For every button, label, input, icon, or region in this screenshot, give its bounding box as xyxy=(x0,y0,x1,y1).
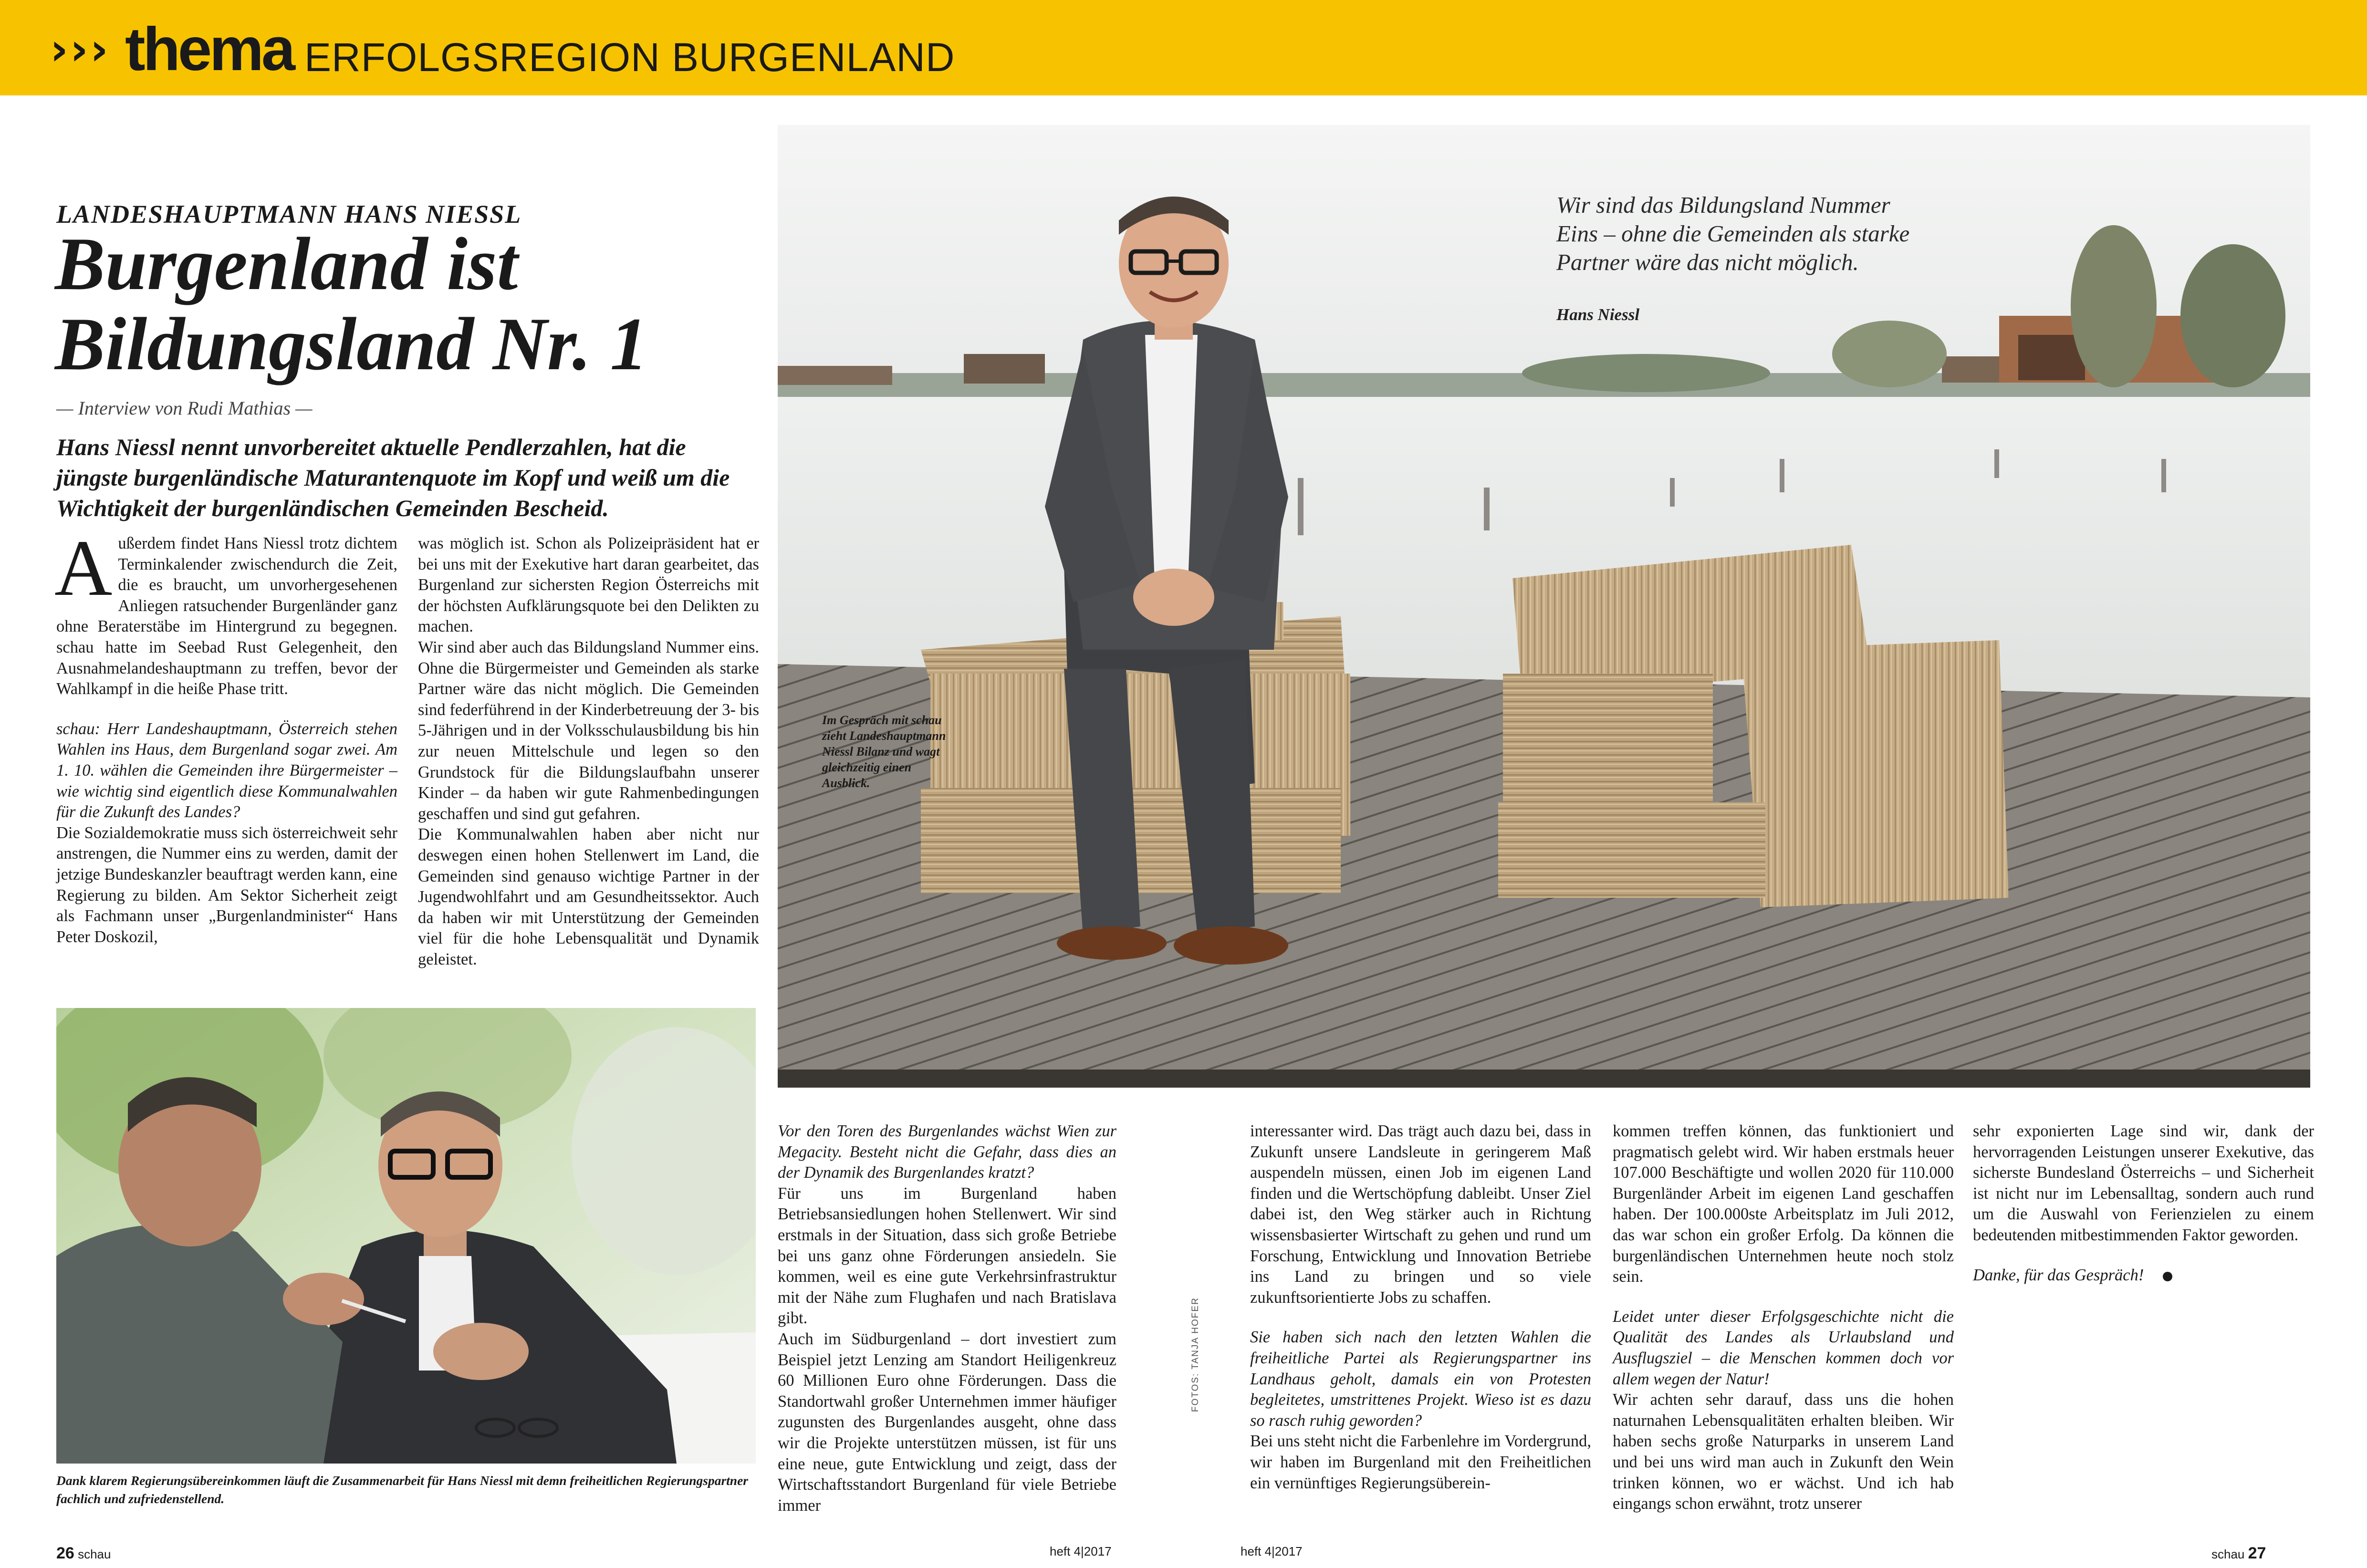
body-paragraph: Auch im Südburgenland – dort investiert zum Beispiel jetzt Lenzing am Standort Heiligenkreuz 60 Millionen Euro ohne Förderungen. Dass die Standortwahl großer Unternehmen immer häufiger zugunsten des Burgenlandes ausgeht, ohne dass wir die Projekte unterstützen müssen, ist für uns eine neue, gute Entwicklung und zeigt, dass der Wirtschaftsstandort Burgenland für viele Betriebe immer xyxy=(778,1329,1116,1515)
left-folio xyxy=(56,1544,111,1563)
body-paragraph: Die Kommunalwahlen haben aber nicht nur deswegen einen hohen Stellenwert im Land, die Gemeinden sind genauso wichtige Partner in der Jugendwohlfahrt und am Gesundheitssektor. Auch da haben wir mit Unterstützung der Gemeinden viel für die hohe Lebensqualität und Dynamik geleistet. xyxy=(418,825,759,968)
headline-line-1: Burgenland ist xyxy=(55,222,518,306)
article-byline: — Interview von Rudi Mathias — xyxy=(56,397,313,419)
section-title: ERFOLGSREGION BURGENLAND xyxy=(304,35,955,80)
section-label: thema xyxy=(125,15,293,83)
photo-credit: FOTOS: TANJA HOFER xyxy=(1190,1297,1200,1412)
text-column-2 xyxy=(418,533,759,970)
interview-question: Sie haben sich nach den letzten Wahlen die freiheitliche Partei als Regierungspartner ins Landhaus geholt, damals ein von Protesten begleitetes, umstrittenes Projekt. Wieso ist es dazu so rasch ruhig geworden? xyxy=(1250,1328,1591,1430)
body-paragraph: interessanter wird. Das trägt auch dazu bei, dass in Zukunft unsere Landsleute in geringerem Maß auspendeln müssen, einen Job im eigenen Land finden und die Wertschöpfung dableibt. Unser Ziel dabei ist, den Weg stärker auch in Richtung wissensbasierter Wirtschaft zu gehen und rund um Forschung, Entwicklung und Innovation Betriebe ins Land zu bringen und so viele zukunftsorientierte Jobs zu schaffen. xyxy=(1250,1122,1591,1307)
right-magazine-name: schau xyxy=(2211,1547,2245,1561)
interview-answer: Für uns im Burgenland haben Betriebsansiedlungen hohen Stellenwert. Wir sind erstmals in der Situation, dass sich große Betriebe bei uns ganz ohne Förderungen ansiedeln. Sie kommen, weil es eine gute Verkehrsinfrastruktur mit der Nähe zum Flughafen und nach Bratislava gibt. xyxy=(778,1184,1116,1328)
article-headline xyxy=(55,224,790,384)
right-folio xyxy=(2211,1544,2266,1563)
main-photo-caption: Im Gespräch mit schau zieht Landeshauptmann Niessl Bilanz und wagt gleichzeitig einen Ausblick. xyxy=(822,713,946,790)
closing-line: Danke, für das Gespräch! xyxy=(1973,1265,2314,1286)
interview-answer: Bei uns steht nicht die Farbenlehre im Vordergrund, wir haben im Burgenland mit den Freiheitlichen ein vernünftiges Regierungsüberein- xyxy=(1250,1432,1591,1492)
left-magazine-name: schau xyxy=(78,1547,111,1561)
end-mark-icon xyxy=(2163,1272,2172,1281)
left-page-number: 26 xyxy=(56,1544,74,1562)
body-paragraph: Wir sind aber auch das Bildungsland Nummer eins. Ohne die Bürgermeister und Gemeinden als starke Partner wäre das nicht möglich. Die Gemeinden sind federführend in der Kinderbetreuung der 3- bis 5-Jährigen und in der Volksschulausbildung bis hin zur neuen Mittelschule und legen so den Grundstock für die Bildungslaufbahn unserer Kinder – da haben wir gute Rahmenbedingungen geschaffen und sind gut gefahren. xyxy=(418,638,759,823)
interview-answer: Wir achten sehr darauf, dass uns die hohen naturnahen Lebensqualitäten erhalten bleiben. Wir haben sechs große Naturparks in unserem Land und bei uns wird man auch in Zukunft den Wein trinken können, wo er wächst. Und ich hab eingangs schon erwähnt, trotz unserer xyxy=(1613,1391,1954,1513)
body-paragraph: kommen treffen können, das funktioniert und pragmatisch gelebt wird. Wir haben erstmals heuer 107.000 Beschäftigte und wollen 2020 für 110.000 Burgenländer Arbeit im eigenen Land geschaffen haben. Der 100.000ste Arbeitsplatz im Juli 2012, das war schon ein großer Erfolg. Da können die burgenländischen Unternehmen heute noch stolz sein. xyxy=(1613,1122,1954,1286)
interview-question: Vor den Toren des Burgenlandes wächst Wien zur Megacity. Besteht nicht die Gefahr, dass dies an der Dynamik des Burgenlandes kratzt? xyxy=(778,1122,1116,1182)
headline-line-2: Bildungsland Nr. 1 xyxy=(55,302,648,386)
main-photo xyxy=(778,125,2310,1088)
article-kicker: LANDESHAUPTMANN HANS NIESSL xyxy=(56,200,522,228)
interview-question: Leidet unter dieser Erfolgsgeschichte nicht die Qualität des Landes als Urlaubsland und Ausflugsziel – die Menschen kommen doch vor allem wegen der Natur! xyxy=(1613,1307,1954,1388)
right-page-number: 27 xyxy=(2248,1544,2266,1562)
section-arrows-icon: ››› xyxy=(50,24,110,75)
secondary-photo-caption: Dank klarem Regierungsübereinkommen läuft die Zusammenarbeit für Hans Niessl mit demn freiheitlichen Regierungspartner fachlich und zufriedenstellend. xyxy=(56,1473,748,1506)
pull-quote: Wir sind das Bildungsland Nummer Eins – ohne die Gemeinden als starke Partner wäre das nicht möglich. xyxy=(1556,192,1910,275)
text-column-1 xyxy=(54,524,397,947)
text-column-4 xyxy=(1250,1121,1591,1494)
text-column-5 xyxy=(1613,1121,1954,1515)
issue-left: heft 4|2017 xyxy=(1050,1544,1112,1558)
intro-paragraph: Außerdem findet Hans Niessl trotz dichtem Terminkalender zwischendurch die Zeit, die es braucht, um unvorhergesehenen Anliegen ratsuchender Burgenländer ganz ohne Beraterstäbe im Hintergrund zu begegnen. schau hatte im Seebad Rust Gelegenheit, den Ausnahmelandeshauptmann zu treffen, bevor der Wahlkampf in die heiße Phase tritt. xyxy=(54,524,397,698)
issue-right: heft 4|2017 xyxy=(1241,1544,1303,1558)
pull-quote-author: Hans Niessl xyxy=(1556,305,1640,324)
text-column-6 xyxy=(1973,1121,2314,1286)
article-lead: Hans Niessl nennt unvorbereitet aktuelle Pendlerzahlen, hat die jüngste burgenländische Maturantenquote im Kopf und weiß um die Wichtigkeit der burgenländischen Gemeinden Bescheid. xyxy=(56,434,730,521)
text-column-3 xyxy=(778,1121,1116,1516)
interview-answer: Die Sozialdemokratie muss sich österreichweit sehr anstrengen, die Nummer eins zu werden, damit der jetzige Bundeskanzler beauftragt werden kann, eine Regierung zu bilden. Am Sektor Sicherheit zeigt als Fachmann unser „Burgenlandminister“ Hans Peter Doskozil, xyxy=(56,823,397,946)
body-paragraph: sehr exponierten Lage sind wir, dank der hervorragenden Leistungen unserer Exekutive, das sicherste Bundesland Österreichs – und Sicherheit ist nicht nur im Lebensalltag, sondern auch rund um die Auswahl von Ferienzielen zu einem bedeutenden mitbestimmenden Faktor geworden. xyxy=(1973,1122,2314,1244)
body-paragraph: was möglich ist. Schon als Polizeipräsident hat er bei uns mit der Exekutive hart daran gearbeitet, das Burgenland zur sichersten Region Österreichs mit der höchsten Aufklärungsquote bei den Delikten zu machen. xyxy=(418,534,759,636)
secondary-photo xyxy=(56,1008,756,1464)
interview-question: schau: Herr Landeshauptmann, Österreich stehen Wahlen ins Haus, dem Burgenland sogar zwei. Am 1. 10. wählen die Gemeinden ihre Bürgermeister – wie wichtig sind eigentlich diese Kommunalwahlen für die Zukunft des Landes? xyxy=(56,719,397,821)
drop-cap: A xyxy=(54,524,113,613)
